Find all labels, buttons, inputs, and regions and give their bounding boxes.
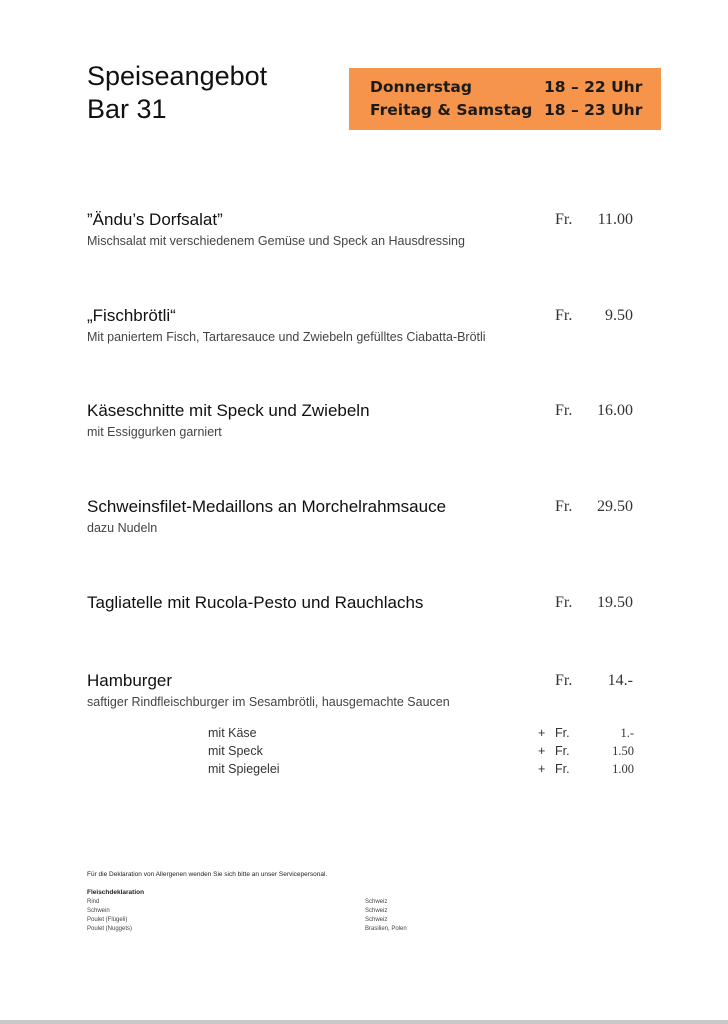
hamburger-extras bbox=[208, 724, 638, 778]
extra-name: mit Spiegelei bbox=[208, 762, 280, 776]
price-value: 1.- bbox=[620, 726, 634, 740]
currency-label: Fr. bbox=[555, 744, 570, 758]
menu-item-hamburger bbox=[87, 671, 637, 710]
menu-item-price bbox=[555, 671, 633, 691]
meat-declaration-row bbox=[87, 925, 487, 934]
menu-item-name: Hamburger bbox=[87, 671, 173, 690]
meat-type: Poulet (Nuggets) bbox=[87, 926, 133, 932]
price-value: 1.00 bbox=[612, 762, 634, 776]
page-title bbox=[87, 60, 267, 126]
currency-label: Fr. bbox=[555, 498, 573, 515]
currency-label: Fr. bbox=[555, 211, 573, 228]
menu-item-schweinsfilet bbox=[87, 497, 637, 536]
meat-declaration-title: Fleischdeklaration bbox=[87, 889, 145, 896]
menu-item-price bbox=[555, 401, 633, 421]
extra-plus: + bbox=[538, 726, 546, 740]
menu-item-name: Schweinsfilet-Medaillons an Morchelrahmsauce bbox=[87, 497, 447, 516]
price-value: 14.- bbox=[607, 672, 633, 689]
extra-plus: + bbox=[538, 762, 546, 776]
opening-hours-box bbox=[349, 68, 661, 130]
price-value: 29.50 bbox=[597, 498, 633, 515]
meat-type: Poulet (Flügeli) bbox=[87, 917, 128, 923]
meat-origin: Brasilien, Polen bbox=[365, 926, 407, 932]
price-value: 19.50 bbox=[597, 594, 633, 611]
allergen-note: Für die Deklaration von Allergenen wenden Sie sich bitte an unser Servicepersonal. bbox=[87, 871, 328, 878]
menu-item-price bbox=[555, 593, 633, 613]
menu-item-description: mit Essiggurken garniert bbox=[87, 425, 222, 439]
menu-item-kaeseschnitte bbox=[87, 401, 637, 440]
extra-name: mit Speck bbox=[208, 744, 263, 758]
meat-declaration-row bbox=[87, 907, 487, 916]
page-bottom-edge bbox=[0, 1020, 728, 1024]
opening-day: Freitag & Samstag bbox=[370, 101, 533, 119]
menu-item-name: Käseschnitte mit Speck und Zwiebeln bbox=[87, 401, 370, 420]
menu-item-name: ”Ändu’s Dorfsalat” bbox=[87, 210, 223, 229]
title-line-2: Bar 31 bbox=[87, 94, 167, 124]
opening-time: 18 – 22 Uhr bbox=[544, 78, 643, 96]
menu-item-description: Mit paniertem Fisch, Tartaresauce und Zwiebeln gefülltes Ciabatta-Brötli bbox=[87, 330, 486, 344]
menu-item-fischbroetli bbox=[87, 306, 637, 345]
meat-declaration-list bbox=[87, 898, 487, 934]
menu-item-description: Mischsalat mit verschiedenem Gemüse und Speck an Hausdressing bbox=[87, 234, 465, 248]
currency-label: Fr. bbox=[555, 672, 573, 689]
menu-item-dorfsalat bbox=[87, 210, 637, 249]
menu-item-description: saftiger Rindfleischburger im Sesambrötli, hausgemachte Saucen bbox=[87, 695, 450, 709]
meat-type: Rind bbox=[87, 899, 100, 905]
meat-type: Schwein bbox=[87, 908, 110, 914]
extra-name: mit Käse bbox=[208, 726, 257, 740]
menu-item-name: Tagliatelle mit Rucola-Pesto und Rauchlachs bbox=[87, 593, 424, 612]
extra-plus: + bbox=[538, 744, 546, 758]
meat-origin: Schweiz bbox=[365, 908, 388, 914]
opening-hours-row bbox=[370, 99, 661, 122]
menu-item-price bbox=[555, 497, 633, 517]
opening-hours-row bbox=[370, 76, 661, 99]
menu-item-description: dazu Nudeln bbox=[87, 521, 158, 535]
extra-item bbox=[208, 760, 638, 778]
currency-label: Fr. bbox=[555, 307, 573, 324]
menu-item-price bbox=[555, 306, 633, 326]
title-line-1: Speiseangebot bbox=[87, 61, 268, 91]
currency-label: Fr. bbox=[555, 726, 570, 740]
meat-declaration-row bbox=[87, 898, 487, 907]
opening-time: 18 – 23 Uhr bbox=[544, 101, 643, 119]
price-value: 16.00 bbox=[597, 402, 633, 419]
currency-label: Fr. bbox=[555, 594, 573, 611]
extra-item bbox=[208, 742, 638, 760]
menu-item-tagliatelle bbox=[87, 593, 637, 613]
price-value: 1.50 bbox=[612, 744, 634, 758]
menu-item-name: „Fischbrötli“ bbox=[87, 306, 176, 325]
price-value: 11.00 bbox=[597, 211, 633, 228]
currency-label: Fr. bbox=[555, 402, 573, 419]
price-value: 9.50 bbox=[605, 307, 633, 324]
currency-label: Fr. bbox=[555, 762, 570, 776]
extra-item bbox=[208, 724, 638, 742]
meat-origin: Schweiz bbox=[365, 917, 388, 923]
menu-item-price bbox=[555, 210, 633, 230]
opening-day: Donnerstag bbox=[370, 78, 472, 96]
meat-declaration-row bbox=[87, 916, 487, 925]
meat-origin: Schweiz bbox=[365, 899, 388, 905]
